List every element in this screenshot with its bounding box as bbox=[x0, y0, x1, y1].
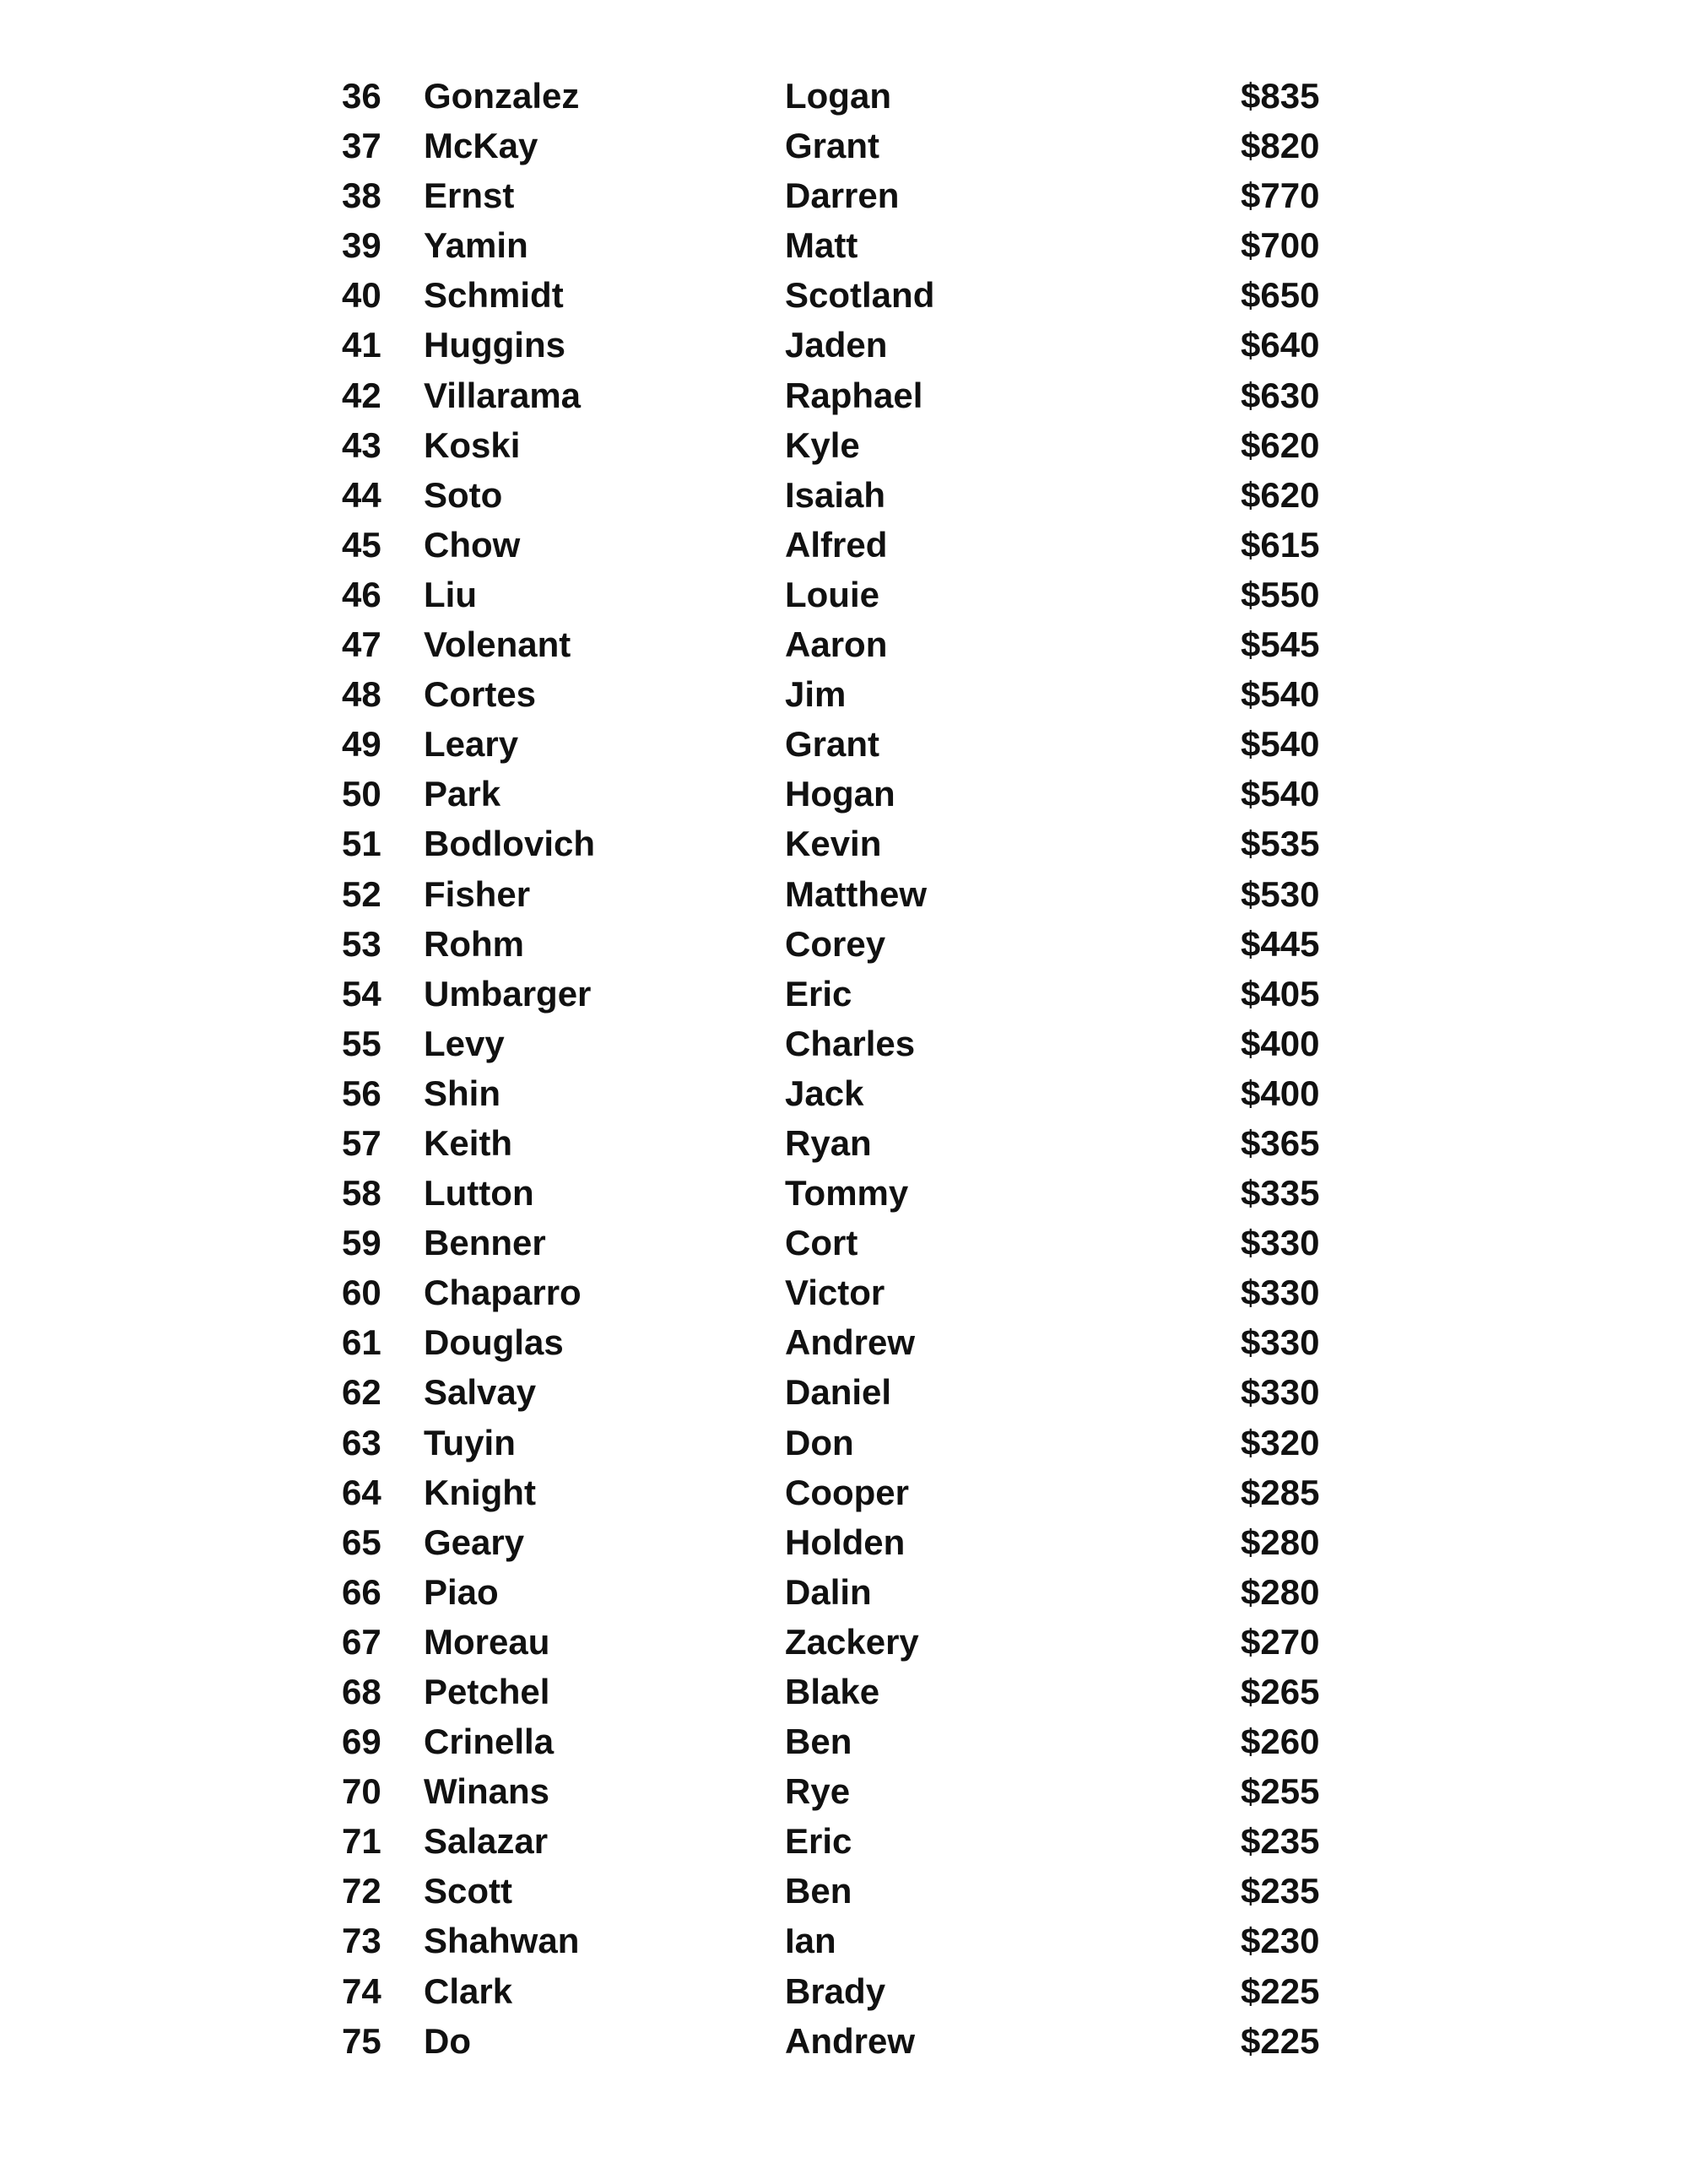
first-name: Zackery bbox=[785, 1621, 919, 1662]
last-name: Fisher bbox=[424, 873, 531, 914]
first-name: Kevin bbox=[785, 824, 882, 864]
last-name: Benner bbox=[424, 1223, 546, 1263]
rank-number: 67 bbox=[342, 1621, 381, 1662]
list-item bbox=[0, 819, 1688, 868]
first-name: Aaron bbox=[785, 624, 888, 665]
first-name: Isaiah bbox=[785, 474, 886, 515]
amount-value: $365 bbox=[1241, 1122, 1320, 1163]
amount-value: $330 bbox=[1241, 1273, 1320, 1313]
list-item bbox=[0, 769, 1688, 819]
amount-value: $615 bbox=[1241, 524, 1320, 565]
last-name: Umbarger bbox=[424, 973, 592, 1014]
first-name: Andrew bbox=[785, 1322, 916, 1363]
rank-number: 59 bbox=[342, 1223, 381, 1263]
list-item bbox=[0, 1567, 1688, 1617]
rank-number: 61 bbox=[342, 1322, 381, 1363]
amount-value: $535 bbox=[1241, 824, 1320, 864]
rank-number: 60 bbox=[342, 1273, 381, 1313]
rank-number: 42 bbox=[342, 375, 381, 415]
list-item bbox=[0, 1468, 1688, 1517]
rank-number: 38 bbox=[342, 176, 381, 216]
last-name: Soto bbox=[424, 474, 503, 515]
first-name: Rye bbox=[785, 1771, 851, 1812]
first-name: Eric bbox=[785, 1821, 852, 1862]
amount-value: $330 bbox=[1241, 1223, 1320, 1263]
rank-number: 45 bbox=[342, 524, 381, 565]
last-name: Yamin bbox=[424, 225, 528, 266]
rank-number: 64 bbox=[342, 1472, 381, 1512]
rank-number: 74 bbox=[342, 1970, 381, 2011]
last-name: Winans bbox=[424, 1771, 549, 1812]
rank-number: 43 bbox=[342, 424, 381, 465]
rank-number: 53 bbox=[342, 923, 381, 964]
first-name: Daniel bbox=[785, 1372, 892, 1413]
list-item bbox=[0, 869, 1688, 919]
amount-value: $835 bbox=[1241, 76, 1320, 116]
rank-number: 48 bbox=[342, 674, 381, 715]
amount-value: $280 bbox=[1241, 1571, 1320, 1612]
amount-value: $540 bbox=[1241, 674, 1320, 715]
amount-value: $230 bbox=[1241, 1921, 1320, 1961]
first-name: Cooper bbox=[785, 1472, 909, 1512]
amount-value: $545 bbox=[1241, 624, 1320, 665]
first-name: Ben bbox=[785, 1722, 852, 1762]
amount-value: $540 bbox=[1241, 724, 1320, 765]
amount-value: $405 bbox=[1241, 973, 1320, 1014]
list-item bbox=[0, 619, 1688, 669]
list-item bbox=[0, 470, 1688, 520]
rank-number: 69 bbox=[342, 1722, 381, 1762]
list-item bbox=[0, 1317, 1688, 1367]
first-name: Dalin bbox=[785, 1571, 872, 1612]
first-name: Logan bbox=[785, 76, 891, 116]
rank-number: 39 bbox=[342, 225, 381, 266]
rank-number: 36 bbox=[342, 76, 381, 116]
last-name: Tuyin bbox=[424, 1422, 516, 1462]
last-name: Leary bbox=[424, 724, 519, 765]
rank-number: 75 bbox=[342, 2020, 381, 2061]
amount-value: $280 bbox=[1241, 1522, 1320, 1562]
list-item bbox=[0, 969, 1688, 1019]
rank-number: 46 bbox=[342, 574, 381, 614]
list-item bbox=[0, 919, 1688, 969]
amount-value: $550 bbox=[1241, 574, 1320, 614]
rank-number: 58 bbox=[342, 1173, 381, 1214]
rank-number: 47 bbox=[342, 624, 381, 665]
last-name: McKay bbox=[424, 126, 538, 166]
amount-value: $330 bbox=[1241, 1372, 1320, 1413]
first-name: Tommy bbox=[785, 1173, 909, 1214]
amount-value: $265 bbox=[1241, 1672, 1320, 1711]
last-name: Shahwan bbox=[424, 1921, 580, 1961]
amount-value: $400 bbox=[1241, 1023, 1320, 1063]
first-name: Darren bbox=[785, 176, 900, 216]
amount-value: $530 bbox=[1241, 873, 1320, 914]
amount-value: $285 bbox=[1241, 1472, 1320, 1512]
list-item bbox=[0, 570, 1688, 619]
list-item bbox=[0, 1019, 1688, 1068]
list-item bbox=[0, 1517, 1688, 1567]
rank-number: 57 bbox=[342, 1122, 381, 1163]
first-name: Jaden bbox=[785, 325, 888, 365]
list-item bbox=[0, 420, 1688, 470]
first-name: Corey bbox=[785, 923, 886, 964]
last-name: Ernst bbox=[424, 176, 515, 216]
last-name: Piao bbox=[424, 1571, 499, 1612]
list-item bbox=[0, 121, 1688, 170]
last-name: Lutton bbox=[424, 1173, 534, 1214]
first-name: Eric bbox=[785, 973, 852, 1014]
amount-value: $225 bbox=[1241, 2020, 1320, 2061]
amount-value: $620 bbox=[1241, 424, 1320, 465]
amount-value: $540 bbox=[1241, 774, 1320, 814]
amount-value: $400 bbox=[1241, 1073, 1320, 1113]
amount-value: $225 bbox=[1241, 1970, 1320, 2011]
list-item bbox=[0, 1367, 1688, 1417]
last-name: Do bbox=[424, 2020, 471, 2061]
list-item bbox=[0, 669, 1688, 719]
last-name: Scott bbox=[424, 1871, 512, 1911]
rank-number: 63 bbox=[342, 1422, 381, 1462]
first-name: Ryan bbox=[785, 1122, 872, 1163]
first-name: Alfred bbox=[785, 524, 888, 565]
amount-value: $320 bbox=[1241, 1422, 1320, 1462]
rank-number: 72 bbox=[342, 1871, 381, 1911]
list-item bbox=[0, 1766, 1688, 1816]
list-item bbox=[0, 1218, 1688, 1268]
first-name: Victor bbox=[785, 1273, 885, 1313]
first-name: Charles bbox=[785, 1023, 916, 1063]
list-item bbox=[0, 520, 1688, 570]
rank-number: 50 bbox=[342, 774, 381, 814]
list-item bbox=[0, 1966, 1688, 2016]
rank-number: 62 bbox=[342, 1372, 381, 1413]
last-name: Bodlovich bbox=[424, 824, 596, 864]
first-name: Ian bbox=[785, 1921, 836, 1961]
rank-number: 56 bbox=[342, 1073, 381, 1113]
amount-value: $650 bbox=[1241, 275, 1320, 316]
first-name: Brady bbox=[785, 1970, 886, 2011]
first-name: Louie bbox=[785, 574, 879, 614]
last-name: Salazar bbox=[424, 1821, 549, 1862]
rank-number: 73 bbox=[342, 1921, 381, 1961]
amount-value: $260 bbox=[1241, 1722, 1320, 1762]
list-item bbox=[0, 1068, 1688, 1118]
last-name: Douglas bbox=[424, 1322, 564, 1363]
rank-number: 71 bbox=[342, 1821, 381, 1862]
last-name: Rohm bbox=[424, 923, 524, 964]
first-name: Don bbox=[785, 1422, 854, 1462]
rank-number: 40 bbox=[342, 275, 381, 316]
first-name: Raphael bbox=[785, 375, 923, 415]
amount-value: $235 bbox=[1241, 1871, 1320, 1911]
rank-number: 37 bbox=[342, 126, 381, 166]
list-item bbox=[0, 270, 1688, 320]
rank-number: 55 bbox=[342, 1023, 381, 1063]
last-name: Schmidt bbox=[424, 275, 564, 316]
amount-value: $330 bbox=[1241, 1322, 1320, 1363]
first-name: Matt bbox=[785, 225, 858, 266]
last-name: Gonzalez bbox=[424, 76, 580, 116]
list-item bbox=[0, 370, 1688, 420]
first-name: Jim bbox=[785, 674, 847, 715]
amount-value: $270 bbox=[1241, 1621, 1320, 1662]
list-item bbox=[0, 1268, 1688, 1317]
amount-value: $335 bbox=[1241, 1173, 1320, 1214]
last-name: Petchel bbox=[424, 1672, 550, 1711]
last-name: Huggins bbox=[424, 325, 565, 365]
rank-number: 70 bbox=[342, 1771, 381, 1812]
amount-value: $640 bbox=[1241, 325, 1320, 365]
amount-value: $820 bbox=[1241, 126, 1320, 166]
amount-value: $235 bbox=[1241, 1821, 1320, 1862]
rank-number: 44 bbox=[342, 474, 381, 515]
last-name: Clark bbox=[424, 1970, 513, 2011]
first-name: Holden bbox=[785, 1522, 906, 1562]
list-item bbox=[0, 1617, 1688, 1667]
list-item bbox=[0, 1667, 1688, 1716]
rank-number: 66 bbox=[342, 1571, 381, 1612]
first-name: Grant bbox=[785, 724, 880, 765]
ranking-list bbox=[0, 71, 1688, 2066]
amount-value: $445 bbox=[1241, 923, 1320, 964]
last-name: Crinella bbox=[424, 1722, 555, 1762]
rank-number: 65 bbox=[342, 1522, 381, 1562]
amount-value: $630 bbox=[1241, 375, 1320, 415]
rank-number: 49 bbox=[342, 724, 381, 765]
amount-value: $770 bbox=[1241, 176, 1320, 216]
amount-value: $700 bbox=[1241, 225, 1320, 266]
first-name: Grant bbox=[785, 126, 880, 166]
first-name: Ben bbox=[785, 1871, 852, 1911]
list-item bbox=[0, 2016, 1688, 2066]
last-name: Geary bbox=[424, 1522, 525, 1562]
last-name: Chow bbox=[424, 524, 521, 565]
last-name: Koski bbox=[424, 424, 521, 465]
list-item bbox=[0, 320, 1688, 370]
last-name: Volenant bbox=[424, 624, 571, 665]
first-name: Andrew bbox=[785, 2020, 916, 2061]
rank-number: 68 bbox=[342, 1672, 381, 1711]
amount-value: $255 bbox=[1241, 1771, 1320, 1812]
last-name: Chaparro bbox=[424, 1273, 582, 1313]
last-name: Liu bbox=[424, 574, 477, 614]
list-item bbox=[0, 1816, 1688, 1866]
list-item bbox=[0, 1916, 1688, 1965]
first-name: Scotland bbox=[785, 275, 935, 316]
list-item bbox=[0, 1716, 1688, 1766]
list-item bbox=[0, 719, 1688, 769]
first-name: Matthew bbox=[785, 873, 927, 914]
last-name: Moreau bbox=[424, 1621, 550, 1662]
amount-value: $620 bbox=[1241, 474, 1320, 515]
rank-number: 52 bbox=[342, 873, 381, 914]
first-name: Hogan bbox=[785, 774, 895, 814]
last-name: Shin bbox=[424, 1073, 500, 1113]
last-name: Park bbox=[424, 774, 501, 814]
last-name: Salvay bbox=[424, 1372, 537, 1413]
list-item bbox=[0, 1118, 1688, 1168]
last-name: Cortes bbox=[424, 674, 537, 715]
first-name: Kyle bbox=[785, 424, 860, 465]
first-name: Jack bbox=[785, 1073, 864, 1113]
list-item bbox=[0, 1168, 1688, 1218]
rank-number: 54 bbox=[342, 973, 381, 1014]
last-name: Knight bbox=[424, 1472, 536, 1512]
list-item bbox=[0, 71, 1688, 121]
rank-number: 41 bbox=[342, 325, 381, 365]
last-name: Levy bbox=[424, 1023, 505, 1063]
rank-number: 51 bbox=[342, 824, 381, 864]
last-name: Keith bbox=[424, 1122, 512, 1163]
first-name: Blake bbox=[785, 1672, 880, 1711]
list-item bbox=[0, 170, 1688, 220]
list-item bbox=[0, 1866, 1688, 1916]
list-item bbox=[0, 220, 1688, 270]
last-name: Villarama bbox=[424, 375, 582, 415]
first-name: Cort bbox=[785, 1223, 858, 1263]
list-item bbox=[0, 1418, 1688, 1468]
